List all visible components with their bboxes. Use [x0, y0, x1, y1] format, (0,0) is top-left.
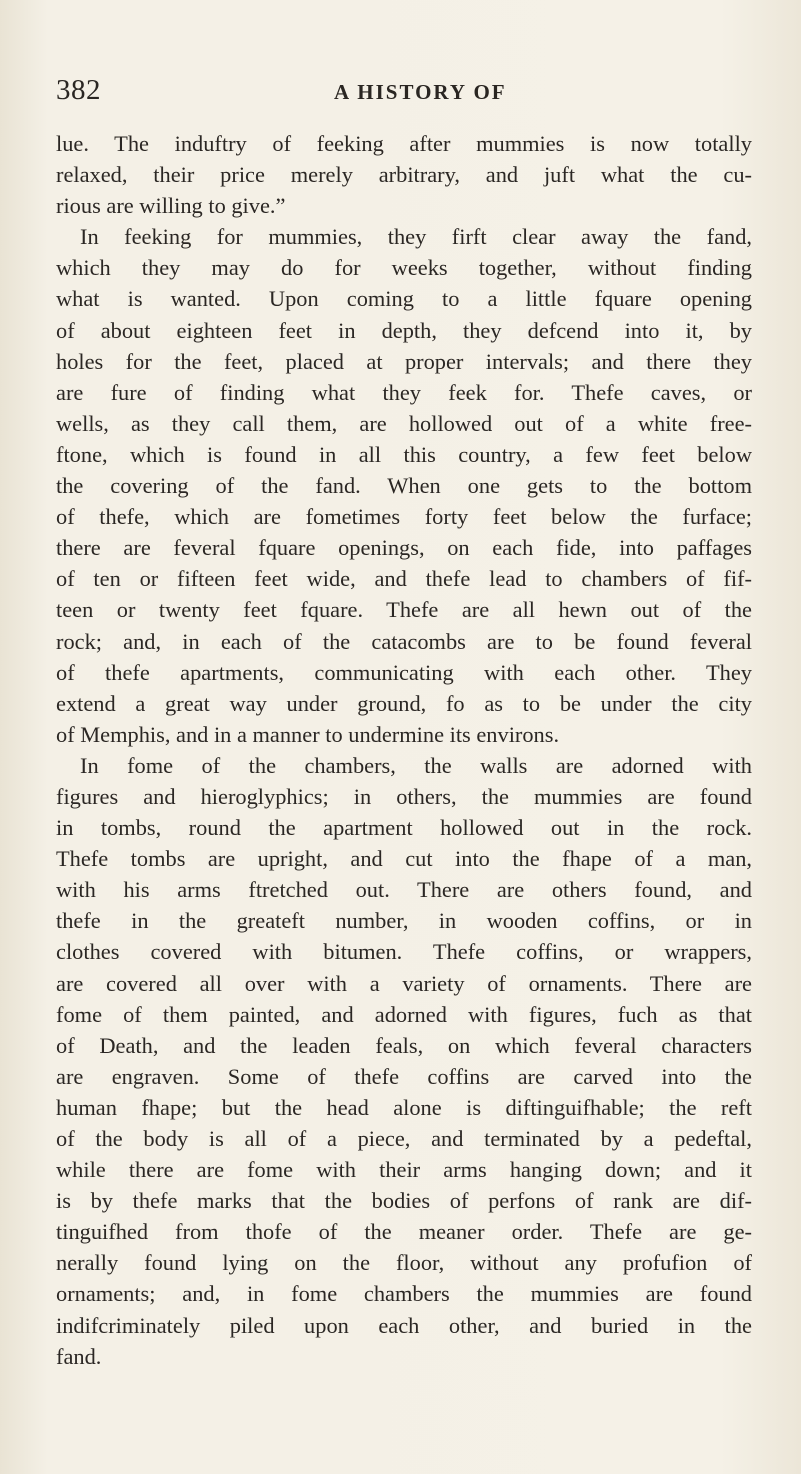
text-line: ornaments; and, in fome chambers the mummies are found [56, 1281, 752, 1307]
text-line: of thefe, which are fometimes forty feet below the furface; [56, 504, 752, 530]
text-line: tinguifhed from thofe of the meaner order. Thefe are ge- [56, 1219, 752, 1245]
text-line: teen or twenty feet fquare. Thefe are all hewn out of the [56, 597, 752, 623]
text-line: the covering of the fand. When one gets to the bottom [56, 473, 752, 499]
text-line: rock; and, in each of the catacombs are to be found feveral [56, 628, 752, 654]
text-line: of the body is all of a piece, and terminated by a pedeftal, [56, 1126, 752, 1151]
text-line: are engraven. Some of thefe coffins are carved into the [56, 1063, 752, 1089]
text-line: fome of them painted, and adorned with figures, fuch as that [56, 1001, 752, 1027]
text-line: relaxed, their price merely arbitrary, and juft what the cu- [56, 162, 752, 188]
text-line: extend a great way under ground, fo as to be under the city [56, 690, 752, 716]
text-line: of Death, and the leaden feals, on which feveral characters [56, 1032, 752, 1058]
text-line: In feeking for mummies, they firft clear away the fand, [80, 224, 752, 250]
text-line: In fome of the chambers, the walls are adorned with [80, 752, 752, 778]
page-number: 382 [56, 74, 101, 106]
text-line: thefe in the greateft number, in wooden coffins, or in [56, 908, 752, 934]
running-title: A HISTORY OF [334, 80, 507, 104]
text-line: of about eighteen feet in depth, they defcend into it, by [56, 317, 752, 343]
text-line: which they may do for weeks together, without finding [56, 255, 752, 281]
text-line: nerally found lying on the floor, without any profufion of [56, 1250, 752, 1276]
text-line: are covered all over with a variety of ornaments. There are [56, 970, 752, 996]
text-line: ftone, which is found in all this country, a few feet below [56, 441, 752, 467]
text-line: rious are willing to give.” [56, 193, 286, 219]
text-line: Thefe tombs are upright, and cut into the fhape of a man, [56, 846, 752, 872]
text-line: of ten or fifteen feet wide, and thefe lead to chambers of fif- [56, 566, 752, 592]
text-line: with his arms ftretched out. There are others found, and [56, 877, 752, 903]
body-text [56, 128, 752, 1372]
text-line: in tombs, round the apartment hollowed out in the rock. [56, 815, 752, 841]
text-line: clothes covered with bitumen. Thefe coffins, or wrappers, [56, 939, 752, 965]
text-line: fand. [56, 1343, 102, 1369]
text-line: human fhape; but the head alone is diftinguifhable; the reft [56, 1094, 752, 1120]
text-line: are fure of finding what they feek for. Thefe caves, or [56, 379, 752, 405]
text-line: holes for the feet, placed at proper intervals; and there they [56, 348, 752, 374]
text-line: while there are fome with their arms hanging down; and it [56, 1157, 752, 1183]
text-line: lue. The induftry of feeking after mummies is now totally [56, 131, 752, 156]
text-line: indifcriminately piled upon each other, and buried in the [56, 1312, 752, 1338]
running-head [56, 74, 696, 114]
text-line: figures and hieroglyphics; in others, the mummies are found [56, 783, 752, 809]
text-line: there are feveral fquare openings, on each fide, into paffages [56, 535, 752, 561]
text-line: wells, as they call them, are hollowed out of a white free- [56, 410, 752, 436]
text-line: what is wanted. Upon coming to a little fquare opening [56, 286, 752, 312]
text-line: is by thefe marks that the bodies of perfons of rank are dif- [56, 1188, 752, 1214]
text-line: of thefe apartments, communicating with each other. They [56, 659, 752, 685]
text-line: of Memphis, and in a manner to undermine its environs. [56, 721, 560, 747]
